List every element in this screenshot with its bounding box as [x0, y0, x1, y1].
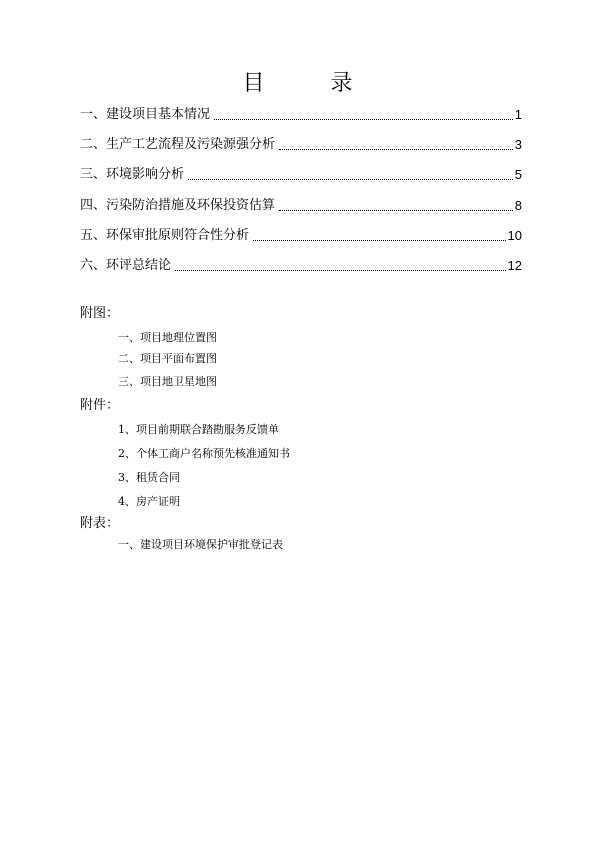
attachment-item: 4、房产证明 — [118, 495, 180, 508]
toc-leader-dots — [214, 118, 513, 120]
toc-entry-page: 8 — [514, 198, 522, 213]
toc-leader-dots — [279, 148, 513, 150]
toc-entry[interactable] — [80, 166, 522, 184]
attachment-item: 1、项目前期联合踏勘服务反馈单 — [118, 423, 279, 436]
toc-leader-dots — [253, 239, 506, 241]
toc-entry[interactable] — [80, 257, 522, 275]
toc-entry-page: 10 — [507, 228, 522, 243]
appendix-figure-item: 三、项目地卫星地图 — [118, 375, 217, 388]
toc-leader-dots — [175, 269, 506, 271]
toc-entry-label: 五、环保审批原则符合性分析 — [80, 228, 250, 243]
toc-entry[interactable] — [80, 106, 522, 124]
toc-entry-label: 一、建设项目基本情况 — [80, 107, 211, 122]
appendix-figure-item: 一、项目地理位置图 — [118, 331, 217, 344]
toc-leader-dots — [279, 209, 513, 211]
toc-entry[interactable] — [80, 136, 522, 154]
toc-entry-label: 三、环境影响分析 — [80, 167, 185, 182]
toc-entry-label: 二、生产工艺流程及污染源强分析 — [80, 137, 276, 152]
appendix-tables-heading: 附表： — [80, 516, 120, 531]
toc-entry-label: 四、污染防治措施及环保投资估算 — [80, 198, 276, 213]
attachments-heading: 附件： — [80, 398, 120, 413]
appendix-table-item: 一、建设项目环境保护审批登记表 — [118, 538, 283, 551]
toc-entry-page: 5 — [514, 167, 522, 182]
toc-entry[interactable] — [80, 227, 522, 245]
toc-entry-label: 六、环评总结论 — [80, 258, 172, 273]
appendix-figures-heading: 附图： — [80, 306, 120, 321]
toc-leader-dots — [188, 178, 513, 180]
toc-entry-page: 1 — [514, 107, 522, 122]
appendix-figure-item: 二、项目平面布置图 — [118, 352, 217, 365]
toc-entry-page: 3 — [514, 137, 522, 152]
attachment-item: 2、个体工商户名称预先核准通知书 — [118, 447, 290, 460]
page-title: 目 录 — [242, 71, 375, 96]
toc-entry[interactable] — [80, 197, 522, 215]
attachment-item: 3、租赁合同 — [118, 471, 180, 484]
toc-entry-page: 12 — [507, 258, 522, 273]
